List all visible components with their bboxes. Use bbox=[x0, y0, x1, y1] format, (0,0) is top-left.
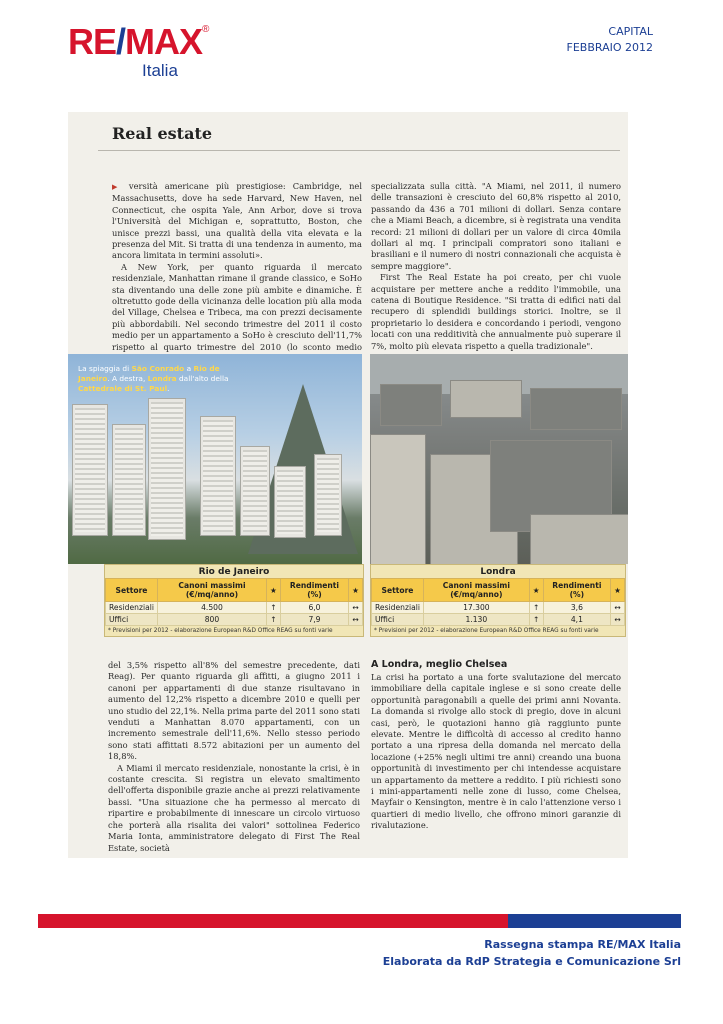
column-header: Canoni massimi (€/mq/anno) bbox=[423, 579, 529, 602]
table-note: * Previsioni per 2012 - elaborazione European R&D Office REAG su fonti varie bbox=[374, 628, 599, 634]
photo-london bbox=[370, 354, 628, 564]
publication-date: FEBBRAIO 2012 bbox=[566, 41, 653, 54]
logo-wordmark: RE/MAX bbox=[68, 21, 203, 62]
table-row bbox=[372, 602, 625, 614]
trend-up-icon: ↑ bbox=[266, 602, 280, 614]
table-cell: Residenziali bbox=[106, 602, 158, 614]
building-shape bbox=[450, 380, 522, 418]
photo-rio-de-janeiro bbox=[68, 354, 362, 564]
table-cell: 6,0 bbox=[280, 602, 348, 614]
table-title: Rio de Janeiro bbox=[198, 567, 270, 577]
table-cell: 4,1 bbox=[543, 614, 611, 626]
column-header: Canoni massimi (€/mq/anno) bbox=[157, 579, 266, 602]
tower-shape bbox=[148, 398, 186, 540]
tower-shape bbox=[112, 424, 146, 536]
table-title: Londra bbox=[480, 567, 516, 577]
paragraph: specializzata sulla città. "A Miami, nel 2011, il numero delle transazioni è cresciuto del 60,8% rispetto al 2010, passando da 436 a 701 milioni di dollari. Senza contare che a Miami Beach, a dicembre, si è registrata una vendita record: 21 milioni di dollari per un valore di circa 40mila dollari al mq. I principali compratori sono italiani e brasiliani e il numero di nostri connazionali che acquista è sempre maggiore". bbox=[371, 181, 621, 271]
logo-registered-mark: ® bbox=[202, 24, 210, 35]
column-header: Settore bbox=[372, 579, 424, 602]
table-cell: 7,9 bbox=[280, 614, 348, 626]
tower-shape bbox=[200, 416, 236, 536]
church-tower-shape bbox=[370, 434, 426, 564]
logo-subtitle: Italia bbox=[142, 61, 178, 80]
table-rio-de-janeiro bbox=[104, 564, 364, 637]
paragraph: First The Real Estate ha poi creato, per chi vuole acquistare per mettere anche a reddito l'immobile, una catena di Boutique Residence. "Si tratta di edifici nati dal recupero di splendidi buildings storici. Inoltre, se il proprietario lo desidera e concordando i periodi, vengono locati con una redditività che annualmente può superare il 7%, molto più elevata rispetto a quella tradizionale". bbox=[371, 272, 621, 351]
table-cell: Residenziali bbox=[372, 602, 424, 614]
footer-credits bbox=[383, 936, 681, 970]
article-column-3 bbox=[108, 660, 360, 854]
article-clipping bbox=[68, 112, 628, 858]
tower-shape bbox=[240, 446, 270, 536]
data-table bbox=[371, 578, 625, 626]
footer-band-red bbox=[38, 914, 508, 928]
footer-line-2: Elaborata da RdP Strategia e Comunicazione Srl bbox=[382, 955, 681, 968]
footer-line-1: Rassegna stampa RE/MAX Italia bbox=[484, 938, 681, 951]
remax-logo bbox=[68, 21, 210, 80]
trend-stable-icon: ↔ bbox=[349, 614, 363, 626]
table-cell: 3,6 bbox=[543, 602, 611, 614]
tower-shape bbox=[72, 404, 108, 536]
article-column-2 bbox=[371, 181, 621, 352]
tower-shape bbox=[314, 454, 342, 536]
trend-up-icon: ↑ bbox=[266, 614, 280, 626]
trend-stable-icon: ↔ bbox=[349, 602, 363, 614]
paragraph: del 3,5% rispetto all'8% del semestre precedente, dati Reag). Per quanto riguarda gli affitti, a giugno 2011 i canoni per appartamenti di due stanze risultavano in aumento del 12,2% rispetto a dicembre 2010 e quelli per uno studio del 22,1%. Nella prima parte del 2011 sono stati venduti a Manhattan 8.070 appartamenti, con un incremento semestrale dell'11,6%. Nello stesso periodo sono stati affittati 8.572 abitazioni per un aumento del 18,8%. bbox=[108, 660, 360, 762]
table-row bbox=[372, 614, 625, 626]
trend-stable-icon: ↔ bbox=[611, 614, 625, 626]
section-title: Real estate bbox=[112, 124, 213, 143]
building-shape bbox=[530, 514, 628, 564]
column-header: ★ bbox=[529, 579, 543, 602]
table-cell: Uffici bbox=[106, 614, 158, 626]
footer-band-blue bbox=[508, 914, 681, 928]
table-row bbox=[106, 602, 363, 614]
paragraph: A New York, per quanto riguarda il mercato residenziale, Manhattan rimane il grande classico, e SoHo sta diventando una delle zone più ambite e dinamiche. È oltretutto gode della vicinanza delle location più alla moda del Village, Chelsea e Tribeca, ma con prezzi decisamente più abbordabili. Nel secondo trimestre del 2011 il costo medio per un appartamento a SoHo è cresciuto dell'11,7% rispetto al quarto trimestre del 2010 (lo sconto medio bbox=[112, 261, 362, 352]
paragraph: La crisi ha portato a una forte svalutazione del mercato immobiliare della capitale inglese e si sono create delle opportunità paragonabili a quelle dei primi anni Novanta. La domanda si rivolge allo stock di pregio, dove in alcuni casi, però, le quotazioni hanno già raggiunto punte elevate. Mentre le difficoltà di accesso al credito hanno portato a una ripresa della domanda nel mercato della locazione (+25% negli ultimi tre anni) creando una buona opportunità di investimento per chi intendesse acquistare un appartamento da mettere a reddito. I più richiesti sono i mini-appartamenti nelle zone di lusso, come Chelsea, Mayfair o Kensington, mentre è in calo l'attenzione verso i quartieri di medio livello, che offrono minori garanzie di rivalutazione. bbox=[371, 672, 621, 831]
data-table bbox=[105, 578, 363, 626]
tower-shape bbox=[274, 466, 306, 538]
column-header: ★ bbox=[349, 579, 363, 602]
table-row bbox=[106, 614, 363, 626]
column-header: ★ bbox=[611, 579, 625, 602]
column-header: ★ bbox=[266, 579, 280, 602]
column-header: Settore bbox=[106, 579, 158, 602]
publication-info bbox=[567, 24, 654, 56]
building-shape bbox=[530, 388, 622, 430]
trend-up-icon: ↑ bbox=[529, 614, 543, 626]
table-cell: 800 bbox=[157, 614, 266, 626]
table-cell: Uffici bbox=[372, 614, 424, 626]
table-london bbox=[370, 564, 626, 637]
table-cell: 17.300 bbox=[423, 602, 529, 614]
title-rule bbox=[98, 150, 620, 151]
continuation-marker: ▶ bbox=[112, 183, 122, 191]
paragraph: A Miami il mercato residenziale, nonostante la crisi, è in costante crescita. Si registra un elevato smaltimento dell'offerta disponibile grazie anche ai prezzi relativamente bassi. "Una situazione che ha permesso al mercato di ripartire e probabilmente di innescare un circolo virtuoso che porterà alla risalita dei valori" sottolinea Federico Maria Ionta, amministratore delegato di First The Real Estate, società bbox=[108, 762, 360, 853]
trend-stable-icon: ↔ bbox=[611, 602, 625, 614]
article-column-4 bbox=[371, 672, 621, 832]
column-header: Rendimenti (%) bbox=[543, 579, 611, 602]
table-cell: 4.500 bbox=[157, 602, 266, 614]
column-header: Rendimenti (%) bbox=[280, 579, 348, 602]
paragraph: ▶ versità americane più prestigiose: Cambridge, nel Massachusetts, dove ha sede Harvard, New Haven, nel Connecticut, che ospita Yale, Ann Arbor, dove si trova l'Università del Michigan e, soprattutto, Boston, che unisce prezzi bassi, una qualità della vita elevata e la presenza del Mit. Si tratta di una tendenza in aumento, ma ancora limitata in termini assoluti». bbox=[112, 181, 363, 261]
table-cell: 1.130 bbox=[423, 614, 529, 626]
table-note: * Previsioni per 2012 - elaborazione European R&D Office REAG su fonti varie bbox=[108, 628, 333, 634]
article-column-1 bbox=[112, 181, 362, 365]
photo-caption: La spiaggia di São Conrado a Rio de Janeiro. A destra, Londra dall'alto della Cattedrale di St. Paul. bbox=[78, 364, 229, 393]
building-shape bbox=[380, 384, 442, 426]
trend-up-icon: ↑ bbox=[529, 602, 543, 614]
subheading-london: A Londra, meglio Chelsea bbox=[371, 659, 508, 670]
publication-name: CAPITAL bbox=[608, 25, 653, 38]
